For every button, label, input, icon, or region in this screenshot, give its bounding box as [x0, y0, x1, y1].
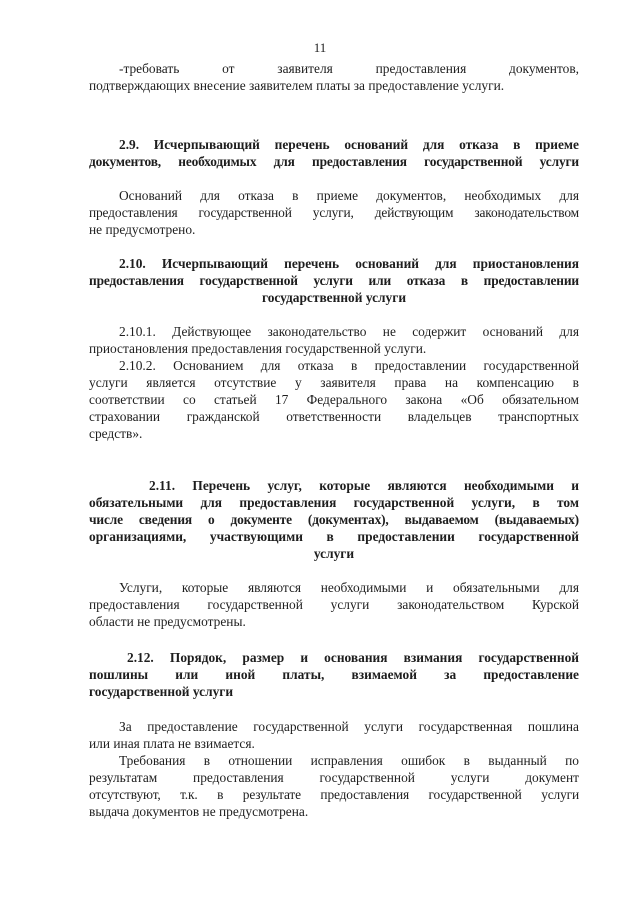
heading-line: государственной услуги: [89, 684, 234, 699]
paragraph-line: приостановления предоставления государственной услуги.: [89, 341, 427, 356]
heading-line: обязательными для предоставления государственной услуги, в том: [89, 495, 579, 510]
paragraph-line: выдача документов не предусмотрена.: [89, 804, 309, 819]
heading-line: 2.11. Перечень услуг, которые являются необходимыми и: [149, 478, 579, 493]
section-2-10-paragraph-2: [89, 357, 579, 442]
heading-line: 2.12. Порядок, размер и основания взимания государственной: [127, 650, 579, 665]
section-2-12-paragraph-1: [89, 718, 579, 752]
paragraph-line: 2.10.1. Действующее законодательство не содержит оснований для: [119, 324, 579, 339]
heading-line: государственной услуги: [261, 290, 407, 305]
paragraph-line: не предусмотрено.: [89, 222, 196, 237]
intro-line-2: подтверждающих внесение заявителем платы за предоставление услуги.: [89, 78, 505, 93]
paragraph-line: средств».: [89, 426, 143, 441]
paragraph-line: Оснований для отказа в приеме документов, необходимых для: [119, 188, 579, 203]
heading-line: пошлины или иной платы, взимаемой за предоставление: [89, 667, 579, 682]
heading-line: услуги: [313, 546, 355, 561]
section-2-12-heading: [89, 649, 579, 700]
heading-line: числе сведения о документе (документах), выдаваемом (выдаваемых): [89, 512, 579, 527]
paragraph-line: предоставления государственной услуги законодательством Курской: [89, 597, 579, 612]
paragraph-line: результатам предоставления государственной услуги документ: [89, 770, 579, 785]
paragraph-line: отсутствуют, т.к. в результате предоставления государственной услуги: [89, 787, 579, 802]
paragraph-line: Требования в отношении исправления ошибок в выданный по: [119, 753, 579, 768]
section-2-10-paragraph-1: [89, 323, 579, 357]
page-number: 11: [313, 40, 327, 55]
heading-line: 2.9. Исчерпывающий перечень оснований для отказа в приеме: [119, 137, 579, 152]
section-2-9-heading: [89, 136, 579, 170]
paragraph-line: страховании гражданской ответственности владельцев транспортных: [89, 409, 579, 424]
section-2-11-paragraph: [89, 579, 579, 630]
paragraph-line: области не предусмотрены.: [89, 614, 246, 629]
paragraph-line: За предоставление государственной услуги государственная пошлина: [119, 719, 579, 734]
paragraph-line: Услуги, которые являются необходимыми и обязательными для: [119, 580, 579, 595]
heading-line: документов, необходимых для предоставления государственной услуги: [89, 154, 579, 169]
paragraph-line: 2.10.2. Основанием для отказа в предоставлении государственной: [119, 358, 579, 373]
paragraph-line: услуги является отсутствие у заявителя права на компенсацию в: [89, 375, 579, 390]
section-2-11-heading: [89, 477, 579, 562]
heading-line: предоставления государственной услуги или отказа в предоставлении: [89, 273, 579, 288]
paragraph-line: предоставления государственной услуги, действующим законодательством: [89, 205, 579, 220]
heading-line: организациями, участвующими в предоставлении государственной: [89, 529, 579, 544]
section-2-12-paragraph-2: [89, 752, 579, 820]
paragraph-line: соответствии со статьей 17 Федерального закона «Об обязательном: [89, 392, 579, 407]
section-2-10-heading: [89, 255, 579, 306]
heading-line: 2.10. Исчерпывающий перечень оснований для приостановления: [119, 256, 579, 271]
paragraph-line: или иная плата не взимается.: [89, 736, 255, 751]
intro-line-1: -требовать от заявителя предоставления документов,: [119, 61, 579, 76]
section-2-9-paragraph: [89, 187, 579, 238]
intro-paragraph: [89, 60, 579, 94]
